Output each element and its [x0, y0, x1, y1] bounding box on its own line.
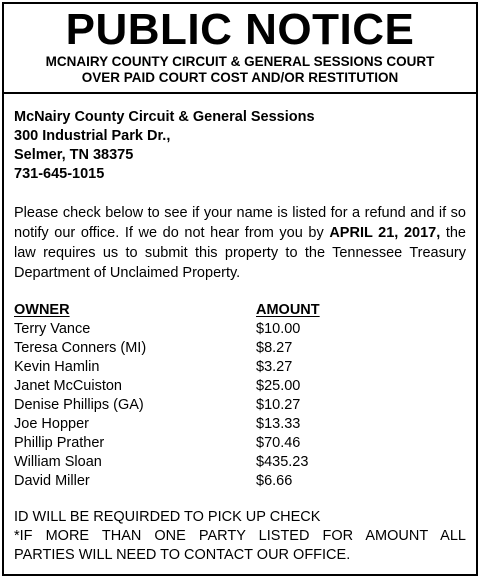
- table-row-owner: Phillip Prather: [14, 435, 105, 451]
- deadline-date: APRIL 21, 2017,: [329, 225, 441, 241]
- court-address: [14, 108, 466, 184]
- table-row-owner: Teresa Conners (MI): [14, 340, 147, 356]
- table-row-owner: Joe Hopper: [14, 416, 89, 432]
- table-row-amount: $3.27: [256, 359, 293, 375]
- table-row-amount: $435.23: [256, 454, 309, 470]
- body-text-rest: the law requires us to submit this property to the Tennessee Treasury Department of Unclaimed Property.: [14, 225, 466, 281]
- table-row-owner: Denise Phillips (GA): [14, 397, 144, 413]
- table-row-owner: William Sloan: [14, 454, 102, 470]
- table-row-amount: $8.27: [256, 340, 293, 356]
- public-notice: [2, 2, 478, 576]
- notice-header: [4, 6, 476, 94]
- table-row-amount: $6.66: [256, 473, 293, 489]
- notice-subtitle-topic: OVER PAID COURT COST AND/OR RESTITUTION: [81, 70, 399, 85]
- table-row-amount: $10.27: [256, 397, 301, 413]
- notice-body: [14, 203, 466, 283]
- owner-column: [14, 301, 256, 491]
- notice-subtitle-court: MCNAIRY COUNTY CIRCUIT & GENERAL SESSIONS COURT: [45, 54, 435, 69]
- table-row-owner: Terry Vance: [14, 321, 91, 337]
- table-row-owner: Kevin Hamlin: [14, 359, 100, 375]
- address-line-name: McNairy County Circuit & General Sessions: [14, 109, 315, 125]
- owner-column-header: OWNER: [14, 302, 70, 318]
- id-requirement-note: ID WILL BE REQUIRDED TO PICK UP CHECK: [14, 509, 321, 525]
- amount-column: [256, 301, 406, 491]
- table-row-amount: $13.33: [256, 416, 301, 432]
- address-phone: 731-645-1015: [14, 166, 105, 182]
- address-line-city: Selmer, TN 38375: [14, 147, 134, 163]
- notice-footer: [14, 508, 466, 565]
- table-row-amount: $10.00: [256, 321, 301, 337]
- multiple-party-note: *IF MORE THAN ONE PARTY LISTED FOR AMOUNT ALL: [14, 528, 466, 544]
- table-row-amount: $70.46: [256, 435, 301, 451]
- body-text-intro: Please check below to see if your name is listed for a refund and if so notify our office. If we do not hear from you by: [14, 205, 466, 241]
- amount-column-header: AMOUNT: [256, 302, 320, 318]
- table-row-amount: $25.00: [256, 378, 301, 394]
- multiple-party-note-cont: PARTIES WILL NEED TO CONTACT OUR OFFICE.: [14, 547, 351, 563]
- table-row-owner: David Miller: [14, 473, 90, 489]
- table-row-owner: Janet McCuiston: [14, 378, 122, 394]
- address-line-street: 300 Industrial Park Dr.,: [14, 128, 171, 144]
- notice-title: PUBLIC NOTICE: [65, 5, 415, 54]
- refund-table: [14, 301, 466, 491]
